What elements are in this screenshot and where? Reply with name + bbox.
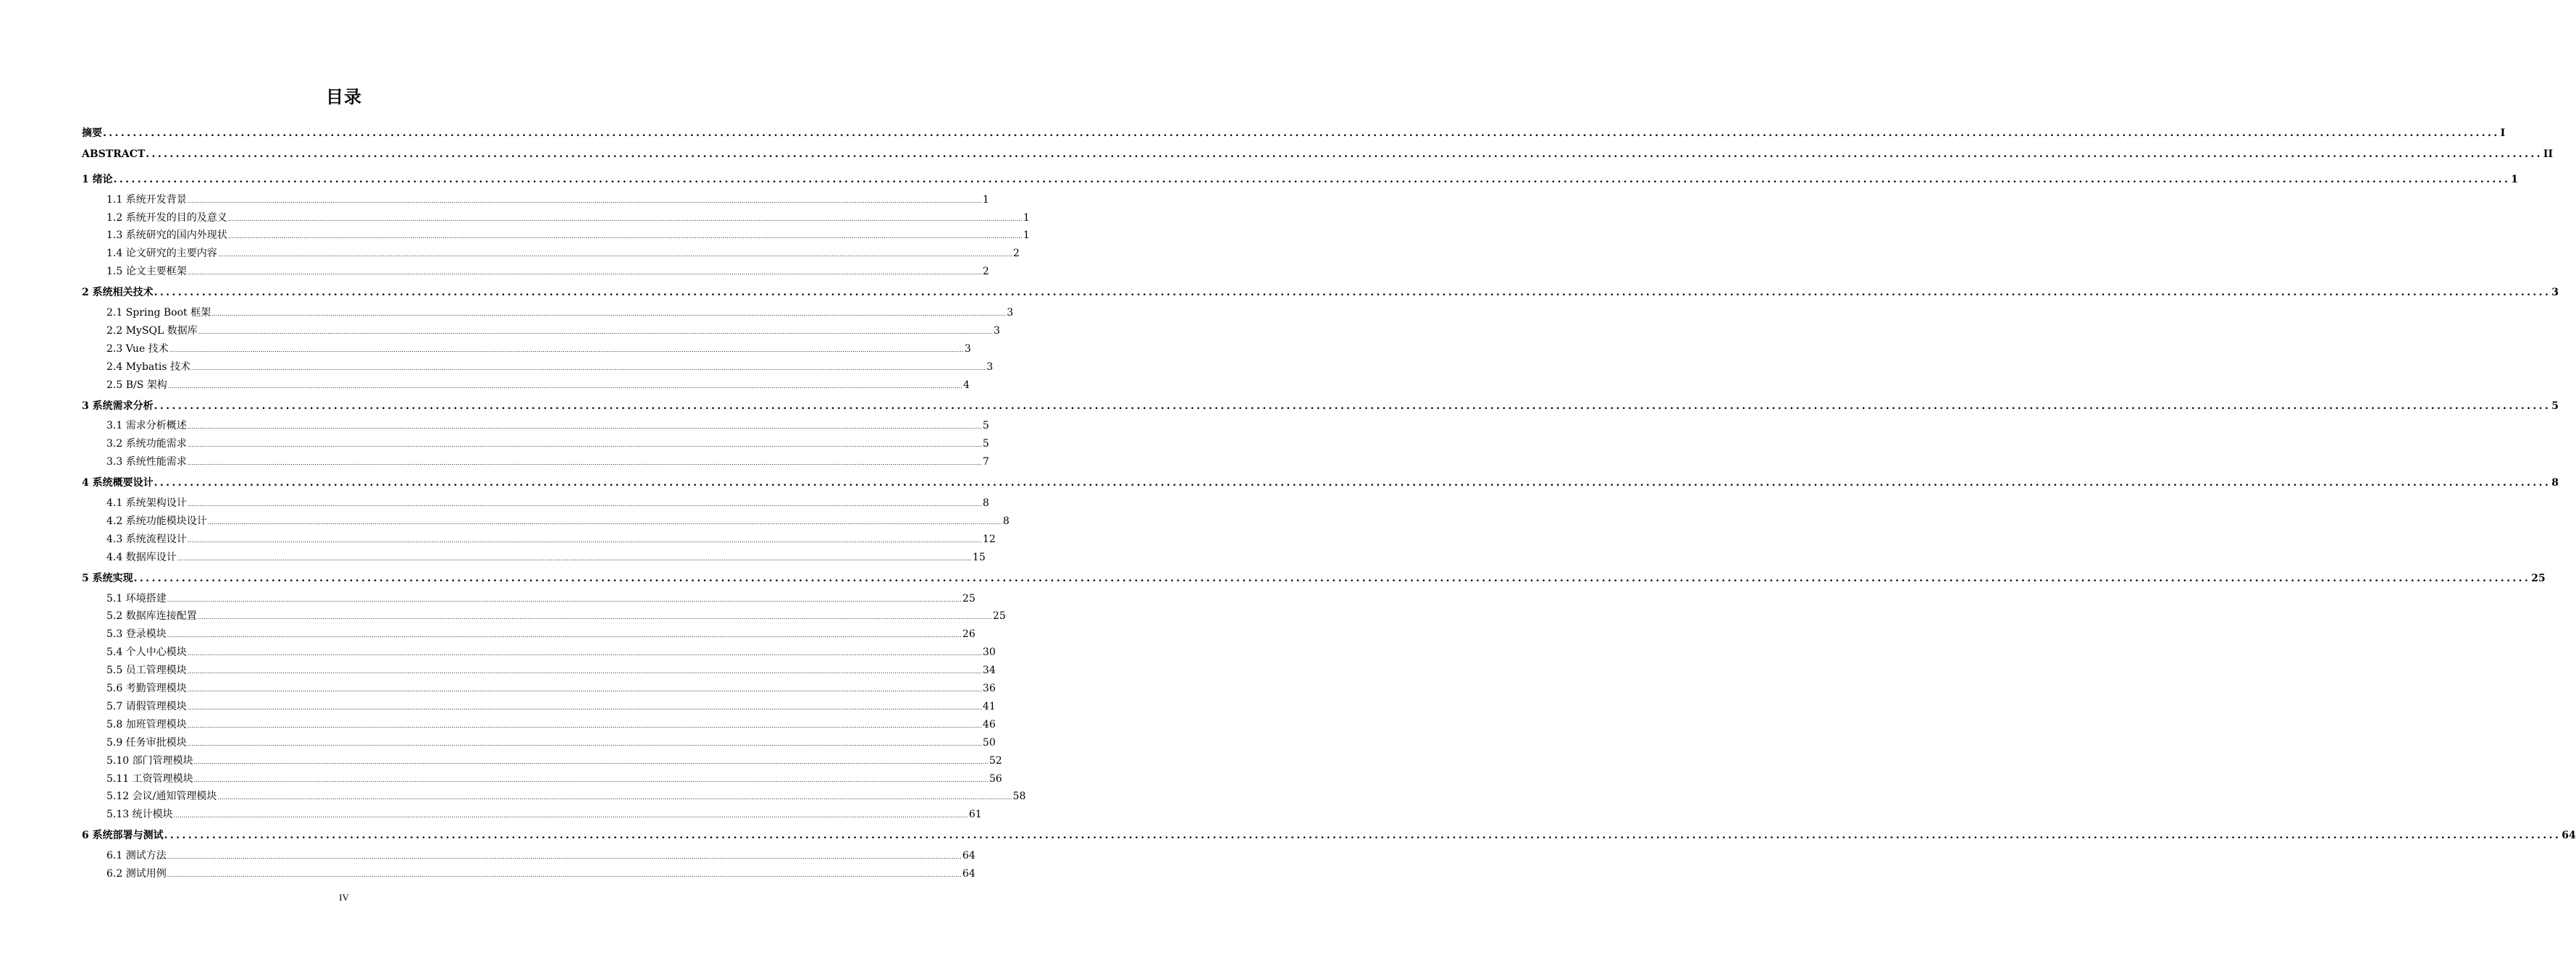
- toc-page-number: 3: [2551, 287, 2559, 298]
- toc-entry-title: 6.2 测试用例: [106, 868, 167, 880]
- toc-page-number: 46: [982, 719, 996, 730]
- toc-dot-leader: ................................................................................................................................................................................................................................................................................................................................................................................................................: [167, 872, 962, 878]
- toc-dot-leader: ................................................................................................................................................................................................................................................................................................................................................................................................................: [187, 741, 982, 747]
- toc-page-number: 2: [982, 266, 989, 277]
- toc-entry-title: 摘要: [82, 127, 102, 139]
- toc-page-number: II: [2543, 148, 2553, 160]
- toc-entry-title: 6 系统部署与测试: [82, 830, 164, 841]
- toc-page-number: 8: [2551, 477, 2559, 489]
- toc-dot-leader: ................................................................................................................................................................................................................................................................................................................................................................................................................: [187, 460, 982, 466]
- toc-page-number: 64: [962, 850, 976, 862]
- toc-entry-title: 2.5 B/S 架构: [106, 379, 167, 391]
- toc-dot-leader: ................................................................................................................................................................................................................................................................................................................................................................................................................: [191, 365, 986, 371]
- toc-entry-title: 5.7 请假管理模块: [106, 701, 187, 712]
- toc-dot-leader: ................................................................................................................................................................................................................................................................................................................................................................................................................: [167, 383, 962, 389]
- toc-page-number: 1: [1023, 229, 1030, 241]
- toc-dot-leader: ................................................................................................................................................................................................................................................................................................................................................................................................................: [197, 614, 992, 620]
- toc-entry-title: 5.3 登录模块: [106, 628, 167, 640]
- toc-dot-leader: ................................................................................................................................................................................................................................................................................................................................................................................................................: [103, 127, 2500, 139]
- toc-section-entry[interactable]: [106, 513, 1010, 528]
- toc-dot-leader: ................................................................................................................................................................................................................................................................................................................................................................................................................: [146, 148, 2543, 160]
- toc-page-number: 5: [982, 420, 989, 431]
- toc-page-number: 3: [986, 361, 994, 373]
- toc-section-entry[interactable]: [106, 418, 989, 432]
- toc-page-number: 36: [982, 683, 996, 694]
- toc-dot-leader: ................................................................................................................................................................................................................................................................................................................................................................................................................: [187, 501, 982, 507]
- toc-chapter-entry[interactable]: [82, 172, 2518, 186]
- toc-entry-title: 1.1 系统开发背景: [106, 194, 187, 206]
- toc-dot-leader: ................................................................................................................................................................................................................................................................................................................................................................................................................: [177, 555, 972, 562]
- toc-entry-title: 5.9 任务审批模块: [106, 737, 187, 749]
- toc-page-number: 3: [993, 325, 1000, 337]
- toc-entry-title: 5.12 会议/通知管理模块: [106, 791, 217, 802]
- toc-chapter-entry[interactable]: [82, 398, 2559, 413]
- toc-entry-title: 5.6 考勤管理模块: [106, 683, 187, 694]
- toc-entry-title: 5.5 员工管理模块: [106, 665, 187, 676]
- toc-entry-title: 2.3 Vue 技术: [106, 343, 169, 355]
- toc-dot-leader: ................................................................................................................................................................................................................................................................................................................................................................................................................: [187, 424, 982, 430]
- toc-entry-title: 1.5 论文主要框架: [106, 266, 187, 277]
- toc-page-number: I: [2500, 127, 2506, 139]
- toc-page-number: 61: [968, 809, 982, 820]
- toc-page-number: 58: [1012, 791, 1026, 802]
- toc-entry-title: 5.10 部门管理模块: [106, 755, 193, 767]
- toc-page-number: 50: [982, 737, 996, 749]
- toc-section-entry[interactable]: [106, 753, 1002, 767]
- toc-dot-leader: ................................................................................................................................................................................................................................................................................................................................................................................................................: [154, 287, 2551, 298]
- toc-dot-leader: ................................................................................................................................................................................................................................................................................................................................................................................................................: [187, 442, 982, 448]
- toc-section-entry[interactable]: [106, 806, 982, 821]
- toc-entry-title: 4.2 系统功能模块设计: [106, 515, 207, 527]
- toc-chapter-entry[interactable]: [82, 475, 2559, 489]
- toc-section-entry[interactable]: [106, 549, 986, 564]
- toc-dot-leader: ................................................................................................................................................................................................................................................................................................................................................................................................................: [198, 329, 993, 335]
- toc-dot-leader: ................................................................................................................................................................................................................................................................................................................................................................................................................: [193, 777, 989, 783]
- toc-dot-leader: ................................................................................................................................................................................................................................................................................................................................................................................................................: [164, 830, 2562, 841]
- toc-entry-title: 5 系统实现: [82, 573, 133, 584]
- toc-page-number: 2: [1012, 248, 1020, 259]
- toc-page-number: 26: [962, 628, 976, 640]
- toc-dot-leader: ................................................................................................................................................................................................................................................................................................................................................................................................................: [167, 854, 962, 860]
- toc-entry-title: 2.2 MySQL 数据库: [106, 325, 198, 337]
- toc-section-entry[interactable]: [106, 341, 971, 355]
- toc-dot-leader: ................................................................................................................................................................................................................................................................................................................................................................................................................: [187, 704, 982, 711]
- toc-section-entry[interactable]: [106, 644, 996, 659]
- toc-entry-title: ABSTRACT: [82, 148, 146, 160]
- toc-entry-title: 5.13 统计模块: [106, 809, 173, 820]
- toc-entry-title: 3.3 系统性能需求: [106, 456, 187, 468]
- toc-entry-title: 2 系统相关技术: [82, 287, 154, 298]
- toc-dot-leader: ................................................................................................................................................................................................................................................................................................................................................................................................................: [217, 251, 1012, 258]
- toc-entry-title: 4.4 数据库设计: [106, 552, 177, 563]
- toc-entry-title: 3.2 系统功能需求: [106, 438, 187, 450]
- toc-page-number: 1: [1023, 212, 1030, 224]
- toc-section-entry[interactable]: [106, 626, 976, 641]
- toc-entry-title: 1.3 系统研究的国内外现状: [106, 229, 227, 241]
- toc-page-number: 3: [964, 343, 971, 355]
- toc-entry-title: 1.4 论文研究的主要内容: [106, 248, 217, 259]
- toc-dot-leader: ................................................................................................................................................................................................................................................................................................................................................................................................................: [154, 400, 2551, 412]
- toc-page-number: 64: [2562, 830, 2576, 841]
- toc-section-entry[interactable]: [106, 210, 1030, 224]
- toc-page-number: 56: [989, 773, 1002, 785]
- toc-dot-leader: ................................................................................................................................................................................................................................................................................................................................................................................................................: [217, 794, 1012, 801]
- toc-section-entry[interactable]: [106, 377, 970, 392]
- toc-dot-leader: ................................................................................................................................................................................................................................................................................................................................................................................................................: [193, 759, 989, 765]
- toc-chapter-entry[interactable]: [82, 285, 2559, 299]
- toc-dot-leader: ................................................................................................................................................................................................................................................................................................................................................................................................................: [211, 311, 1007, 317]
- toc-page-number: 8: [1002, 515, 1010, 527]
- toc-page-number: 41: [982, 701, 996, 712]
- toc-dot-leader: ................................................................................................................................................................................................................................................................................................................................................................................................................: [187, 650, 982, 657]
- page-title: 目录: [326, 87, 362, 107]
- toc-page-number: 64: [962, 868, 976, 880]
- toc-dot-leader: ................................................................................................................................................................................................................................................................................................................................................................................................................: [227, 216, 1023, 222]
- toc-section-entry[interactable]: [106, 227, 1030, 242]
- toc-entry-title: 2.1 Spring Boot 框架: [106, 307, 211, 319]
- toc-section-entry[interactable]: [106, 735, 996, 749]
- toc-section-entry[interactable]: [106, 436, 989, 450]
- toc-entry-title: 6.1 测试方法: [106, 850, 167, 862]
- toc-entry-title: 1 绪论: [82, 174, 113, 185]
- toc-page-number: 1: [2511, 174, 2518, 185]
- toc-page-number: 30: [982, 646, 996, 658]
- toc-dot-leader: ................................................................................................................................................................................................................................................................................................................................................................................................................: [187, 198, 982, 204]
- toc-page-number: 7: [982, 456, 989, 468]
- toc-section-entry[interactable]: [106, 848, 976, 862]
- toc-page-number: 5: [2551, 400, 2559, 412]
- toc-section-entry[interactable]: [106, 323, 1000, 337]
- toc-dot-leader: ................................................................................................................................................................................................................................................................................................................................................................................................................: [187, 686, 982, 693]
- page-number-footer: IV: [339, 892, 349, 903]
- toc-dot-leader: ................................................................................................................................................................................................................................................................................................................................................................................................................: [187, 668, 982, 675]
- toc-dot-leader: ................................................................................................................................................................................................................................................................................................................................................................................................................: [167, 632, 962, 639]
- toc-section-entry[interactable]: [106, 245, 1020, 260]
- toc-dot-leader: ................................................................................................................................................................................................................................................................................................................................................................................................................: [133, 573, 2531, 584]
- toc-entry-title: 4.1 系统架构设计: [106, 497, 187, 509]
- toc-entry-title: 5.1 环境搭建: [106, 593, 167, 605]
- toc-section-entry[interactable]: [106, 866, 976, 880]
- toc-section-entry[interactable]: [106, 771, 1002, 785]
- toc-section-entry[interactable]: [106, 531, 996, 546]
- toc-entry-title: 5.2 数据库连接配置: [106, 610, 197, 622]
- toc-section-entry[interactable]: [106, 192, 989, 206]
- toc-section-entry[interactable]: [106, 608, 1006, 623]
- toc-entry-title: 3.1 需求分析概述: [106, 420, 187, 431]
- toc-dot-leader: ................................................................................................................................................................................................................................................................................................................................................................................................................: [187, 723, 982, 729]
- toc-dot-leader: ................................................................................................................................................................................................................................................................................................................................................................................................................: [169, 347, 964, 353]
- toc-section-entry[interactable]: [106, 264, 989, 278]
- toc-entry-title: 5.4 个人中心模块: [106, 646, 187, 658]
- toc-dot-leader: ................................................................................................................................................................................................................................................................................................................................................................................................................: [187, 269, 982, 276]
- toc-entry-title: 1.2 系统开发的目的及意义: [106, 212, 227, 224]
- toc-page-number: 5: [982, 438, 989, 450]
- toc-page-number: 25: [962, 593, 976, 605]
- toc-page-number: 15: [972, 552, 986, 563]
- toc-page-number: 34: [982, 665, 996, 676]
- toc-entry-title: 3 系统需求分析: [82, 400, 154, 412]
- toc-section-entry[interactable]: [106, 788, 1026, 803]
- toc-entry-title: 4 系统概要设计: [82, 477, 154, 489]
- toc-page-number: 52: [989, 755, 1002, 767]
- toc-page-number: 8: [982, 497, 989, 509]
- toc-entry-title: 4.3 系统流程设计: [106, 534, 187, 545]
- toc-section-entry[interactable]: [106, 454, 989, 468]
- toc-chapter-entry[interactable]: [82, 148, 2553, 160]
- toc-section-entry[interactable]: [106, 681, 996, 695]
- toc-dot-leader: ................................................................................................................................................................................................................................................................................................................................................................................................................: [173, 812, 968, 819]
- toc-section-entry[interactable]: [106, 359, 994, 374]
- toc-chapter-entry[interactable]: [82, 125, 2506, 140]
- toc-dot-leader: ................................................................................................................................................................................................................................................................................................................................................................................................................: [154, 477, 2551, 489]
- toc-page-number: 4: [962, 379, 970, 391]
- toc-page-number: 25: [2531, 573, 2546, 584]
- toc-dot-leader: ................................................................................................................................................................................................................................................................................................................................................................................................................: [207, 519, 1002, 526]
- toc-section-entry[interactable]: [106, 305, 1014, 319]
- toc-entry-title: 2.4 Mybatis 技术: [106, 361, 191, 373]
- toc-section-entry[interactable]: [106, 662, 996, 677]
- toc-page-number: 3: [1007, 307, 1014, 319]
- toc-page-number: 1: [982, 194, 989, 206]
- toc-entry-title: 5.11 工资管理模块: [106, 773, 193, 785]
- toc-entry-title: 5.8 加班管理模块: [106, 719, 187, 730]
- toc-dot-leader: ................................................................................................................................................................................................................................................................................................................................................................................................................: [227, 233, 1023, 240]
- toc-section-entry[interactable]: [106, 495, 989, 510]
- toc-chapter-entry[interactable]: [82, 570, 2546, 585]
- toc-chapter-entry[interactable]: [82, 827, 2576, 842]
- toc-section-entry[interactable]: [106, 699, 996, 713]
- toc-dot-leader: ................................................................................................................................................................................................................................................................................................................................................................................................................: [167, 597, 962, 603]
- toc-section-entry[interactable]: [106, 717, 996, 731]
- toc-section-entry[interactable]: [106, 591, 976, 605]
- toc-page-number: 12: [982, 534, 996, 545]
- toc-dot-leader: ................................................................................................................................................................................................................................................................................................................................................................................................................: [113, 174, 2511, 185]
- toc-page-number: 25: [992, 610, 1006, 622]
- toc-dot-leader: ................................................................................................................................................................................................................................................................................................................................................................................................................: [187, 537, 982, 544]
